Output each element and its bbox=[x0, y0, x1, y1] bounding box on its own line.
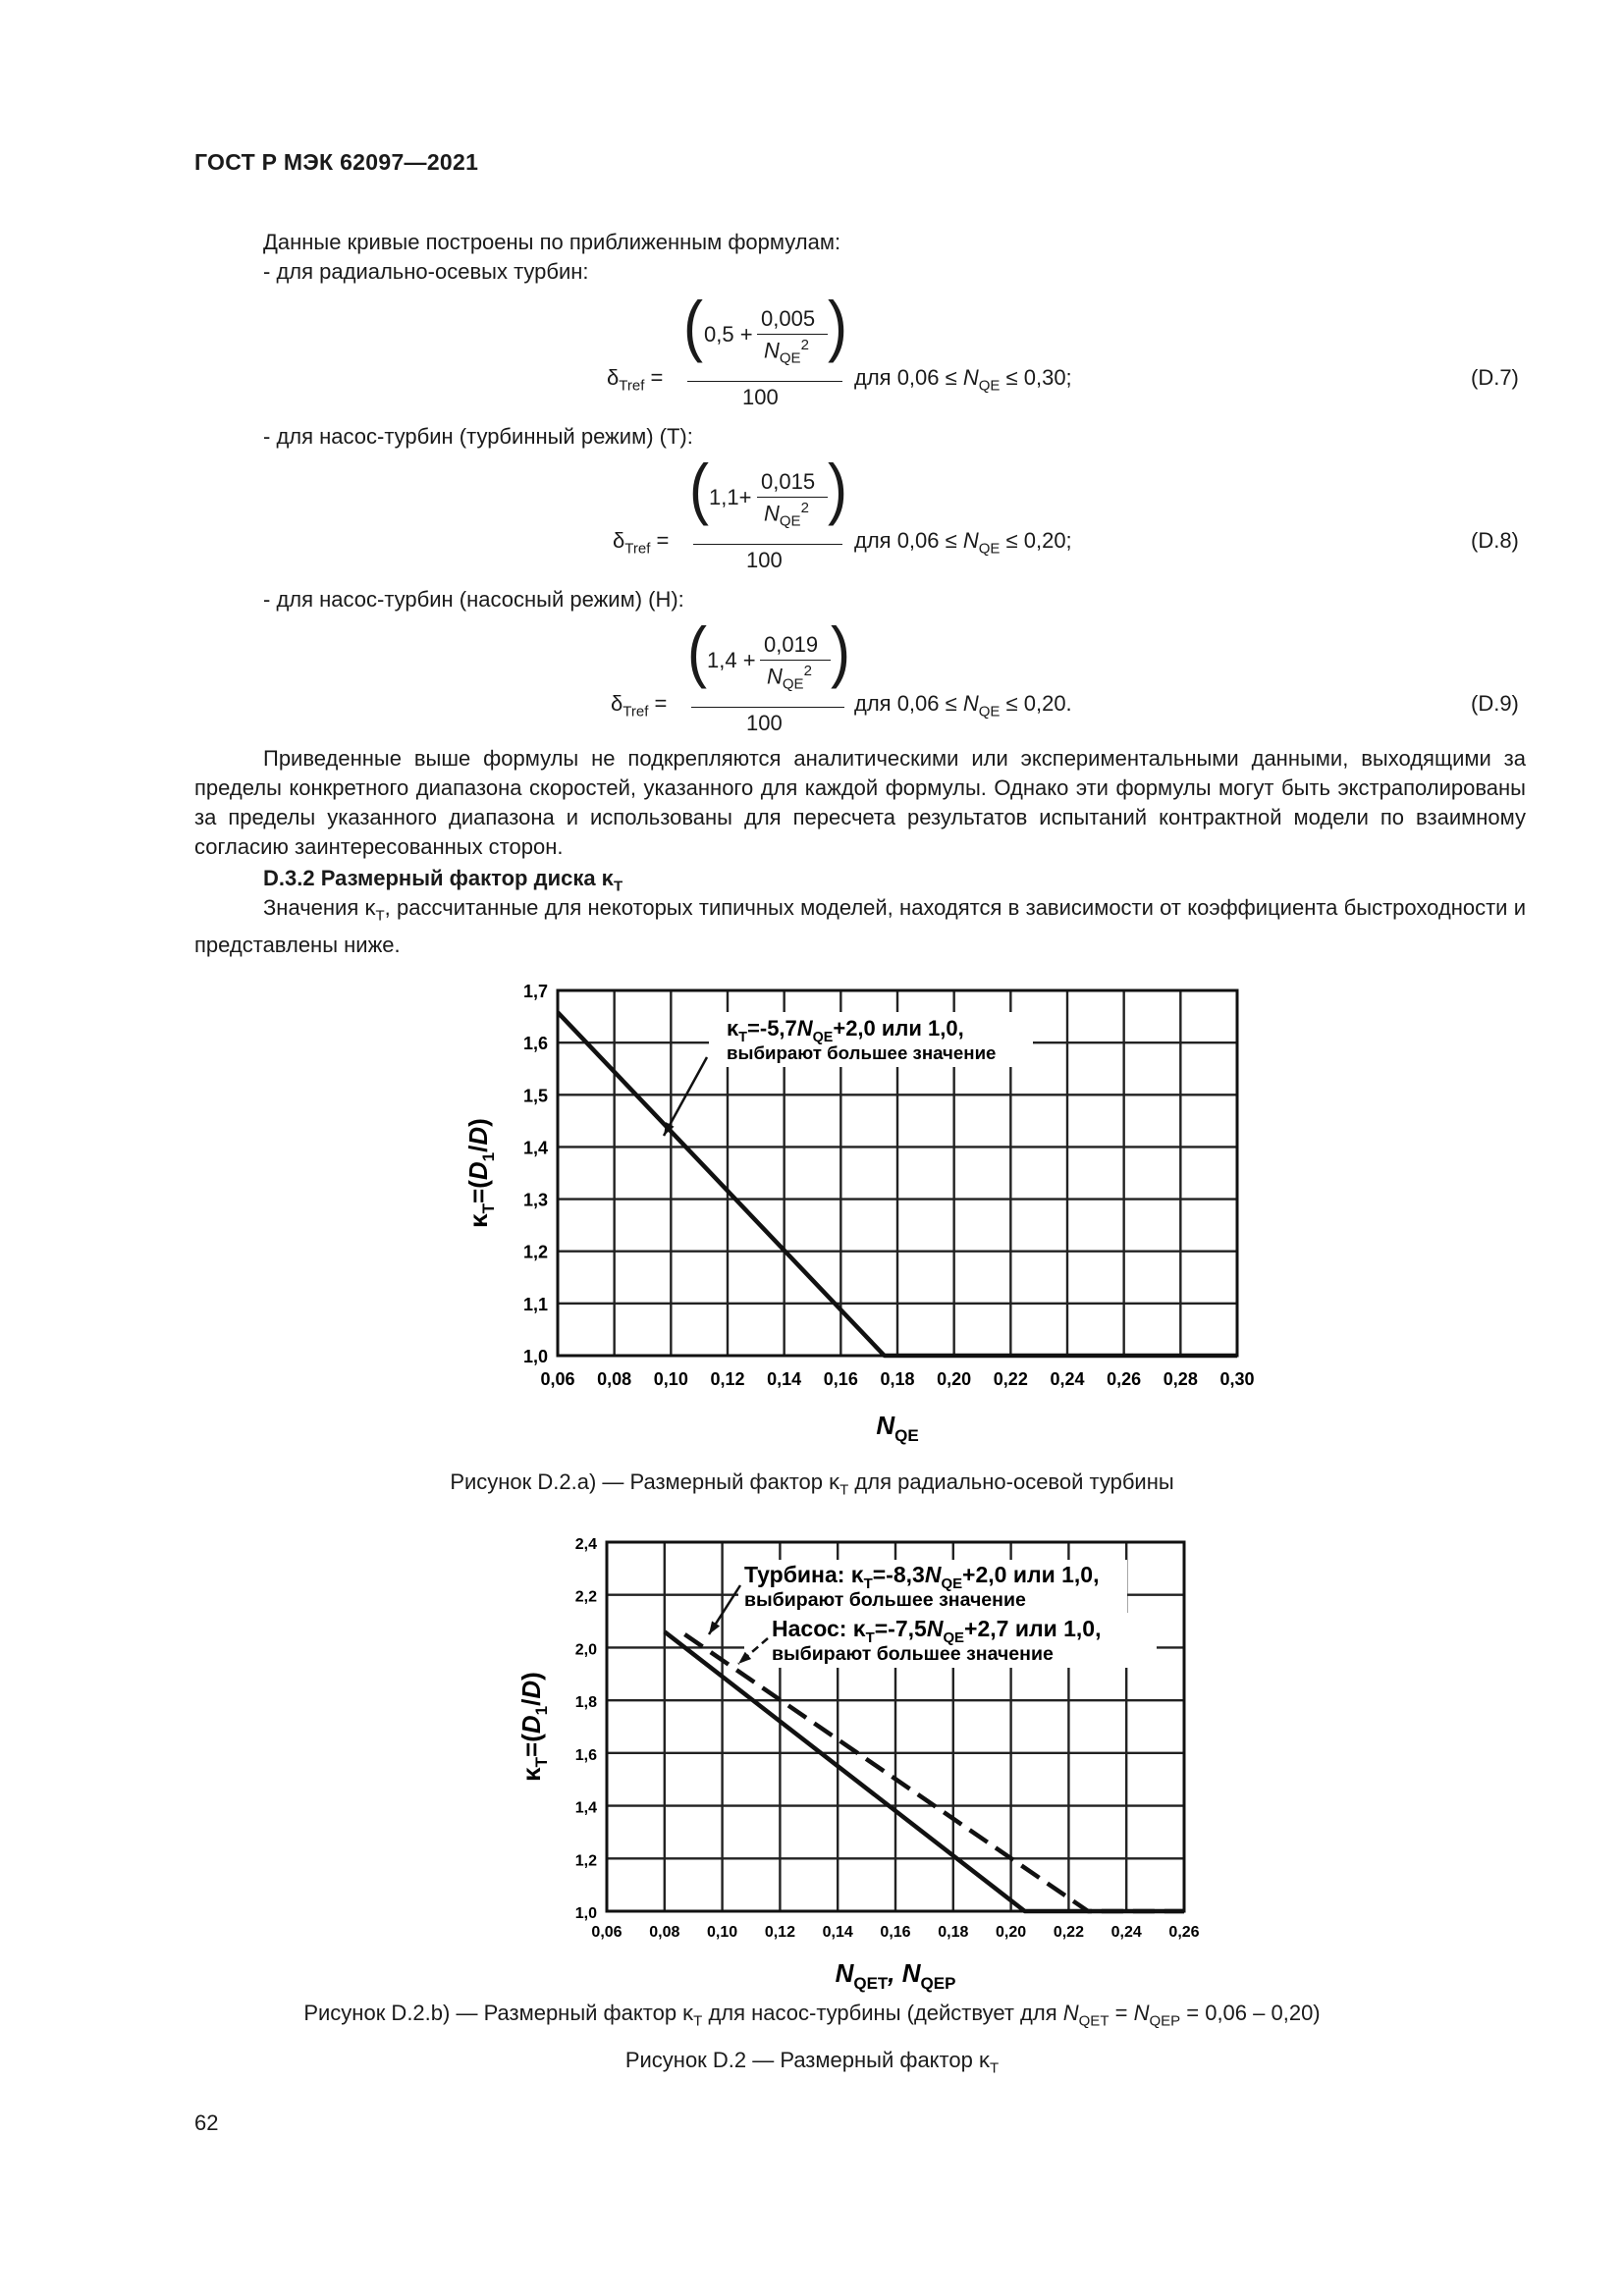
annotation-arrowhead bbox=[709, 1621, 720, 1634]
x-tick-label: 0,06 bbox=[591, 1924, 623, 1941]
x-tick-label: 0,24 bbox=[1050, 1369, 1085, 1389]
x-tick-label: 0,14 bbox=[767, 1369, 802, 1389]
x-axis-label: $N_{QE}$ bbox=[876, 1411, 919, 1445]
x-tick-label: 0,26 bbox=[1168, 1924, 1200, 1941]
y-tick-label: 1,1 bbox=[522, 1294, 548, 1314]
formula-number: (D.7) bbox=[1471, 365, 1519, 390]
intro-line: Данные кривые построены по приближенным формулам: bbox=[263, 230, 841, 254]
y-tick-label: 1,8 bbox=[574, 1694, 597, 1712]
formula-d7: $\delta_{Tref}$ = ( ) 0,5 + 0,005 $N_{QE}^2$ 100 для $0,06 \le N_{QE} \le 0,30$; (D.7) bbox=[607, 287, 1519, 409]
y-axis-label: $\kappa_T=(D_1/D)$ bbox=[516, 1672, 551, 1782]
x-axis-label: $N_{QET}$, $N_{QEP}$ bbox=[835, 1958, 956, 1993]
x-tick-label: 0,20 bbox=[937, 1369, 972, 1389]
x-tick-label: 0,10 bbox=[653, 1369, 688, 1389]
y-tick-label: 1,0 bbox=[574, 1905, 597, 1922]
pt-turbine-label: - для насос-турбин (турбинный режим) (Т): bbox=[263, 424, 693, 449]
formula-d9: $\delta_{Tref}$ = ( ) 1,4 + 0,019 $N_{QE}^2$ 100 для $0,06 \le N_{QE} \le 0,20$. (D.9) bbox=[611, 613, 1519, 735]
y-tick-label: 1,6 bbox=[522, 1034, 548, 1054]
y-axis-label: $\kappa_T=(D_1/D)$ bbox=[463, 1118, 498, 1228]
x-tick-label: 0,10 bbox=[707, 1924, 738, 1941]
y-tick-label: 1,6 bbox=[574, 1746, 597, 1764]
x-tick-label: 0,18 bbox=[880, 1369, 915, 1389]
section-heading: D.3.2 Размерный фактор диска $\kappa_T$ bbox=[263, 866, 623, 895]
x-tick-label: 0,06 bbox=[540, 1369, 575, 1389]
y-tick-label: 2,2 bbox=[574, 1588, 597, 1606]
annotation-note: выбирают большее значение bbox=[727, 1042, 997, 1063]
x-tick-label: 0,14 bbox=[822, 1924, 853, 1941]
y-tick-label: 1,7 bbox=[522, 982, 548, 1001]
formula-number: (D.8) bbox=[1471, 528, 1519, 553]
formula-number: (D.9) bbox=[1471, 691, 1519, 716]
page-number: 62 bbox=[194, 2110, 219, 2135]
annotation-formula: $\kappa_T=-5,7N_{QE}+2,0$ или 1,0, bbox=[727, 1016, 964, 1045]
paragraph-kt-values: Значения $\kappa_T$, рассчитанные для некоторых типичных моделей, находятся в зависимости от коэффициента быстроходности и представлены ниже. bbox=[194, 895, 1526, 958]
annotation-note: выбирают большее значение bbox=[772, 1643, 1054, 1665]
formula-d8: $\delta_{Tref}$ = ( ) 1,1+ 0,015 $N_{QE}^2$ 100 для $0,06 \le N_{QE} \le 0,20$; (D.8) bbox=[613, 450, 1519, 572]
y-tick-label: 1,4 bbox=[574, 1799, 597, 1817]
annotation-note: выбирают большее значение bbox=[744, 1589, 1026, 1611]
radial-label: - для радиально-осевых турбин: bbox=[263, 259, 589, 284]
chart-pumpturbine-kt bbox=[0, 1517, 1624, 1993]
x-tick-label: 0,26 bbox=[1107, 1369, 1142, 1389]
x-tick-label: 0,16 bbox=[880, 1924, 911, 1941]
paragraph-extrapolation: Приведенные выше формулы не подкрепляются аналитическими или экспериментальными данными, выходящими за пределы конкретного диапазона скоростей, указанного для каждой формулы. Однако эти формулы могут быть экстраполированы за пределы указанного диапазона и использованы для пересчета результатов испытаний контрактной модели по взаимному согласию заинтересованных сторон. bbox=[194, 746, 1526, 859]
annotation-formula: Насос: $\kappa_T=-7,5N_{QE}+2,7$ или 1,0, bbox=[772, 1616, 1102, 1646]
caption-fig-a: Рисунок D.2.a) — Размерный фактор $\kappa_T$ для радиально-осевой турбины bbox=[450, 1469, 1174, 1499]
x-tick-label: 0,16 bbox=[823, 1369, 858, 1389]
pt-pump-label: - для насос-турбин (насосный режим) (Н): bbox=[263, 587, 684, 612]
formula-lhs: $\delta_{Tref}$ = bbox=[607, 365, 664, 395]
x-tick-label: 0,20 bbox=[996, 1924, 1027, 1941]
chart-radial-kt bbox=[0, 967, 1624, 1458]
x-tick-label: 0,08 bbox=[597, 1369, 632, 1389]
annotation-formula: Турбина: $\kappa_T=-8,3N_{QE}+2,0$ или 1,0, bbox=[744, 1562, 1100, 1592]
x-tick-label: 0,28 bbox=[1163, 1369, 1198, 1389]
y-tick-label: 1,2 bbox=[522, 1242, 548, 1262]
x-tick-label: 0,18 bbox=[938, 1924, 969, 1941]
document-header: ГОСТ Р МЭК 62097—2021 bbox=[194, 149, 479, 175]
series-pump-line bbox=[684, 1634, 1184, 1911]
x-tick-label: 0,30 bbox=[1219, 1369, 1255, 1389]
x-tick-label: 0,08 bbox=[649, 1924, 680, 1941]
y-tick-label: 1,2 bbox=[574, 1852, 597, 1870]
y-tick-label: 1,4 bbox=[522, 1138, 548, 1158]
y-tick-label: 1,3 bbox=[522, 1190, 548, 1210]
y-tick-label: 2,4 bbox=[574, 1536, 597, 1553]
y-tick-label: 2,0 bbox=[574, 1641, 597, 1659]
y-tick-label: 1,0 bbox=[522, 1347, 548, 1366]
formula-range: для $0,06 \le N_{QE} \le 0,30$; bbox=[854, 365, 1072, 395]
caption-fig-b: Рисунок D.2.b) — Размерный фактор $\kappa_T$ для насос-турбины (действует для $N_{QET} = N_{QEP} = 0,06 - 0,20$) bbox=[303, 2001, 1321, 2030]
x-tick-label: 0,12 bbox=[764, 1924, 795, 1941]
x-tick-label: 0,12 bbox=[710, 1369, 745, 1389]
y-tick-label: 1,5 bbox=[522, 1086, 548, 1106]
x-tick-label: 0,22 bbox=[993, 1369, 1028, 1389]
caption-fig-main: Рисунок D.2 — Размерный фактор $\kappa_T$ bbox=[624, 2048, 1000, 2077]
x-tick-label: 0,22 bbox=[1053, 1924, 1084, 1941]
x-tick-label: 0,24 bbox=[1110, 1924, 1142, 1941]
